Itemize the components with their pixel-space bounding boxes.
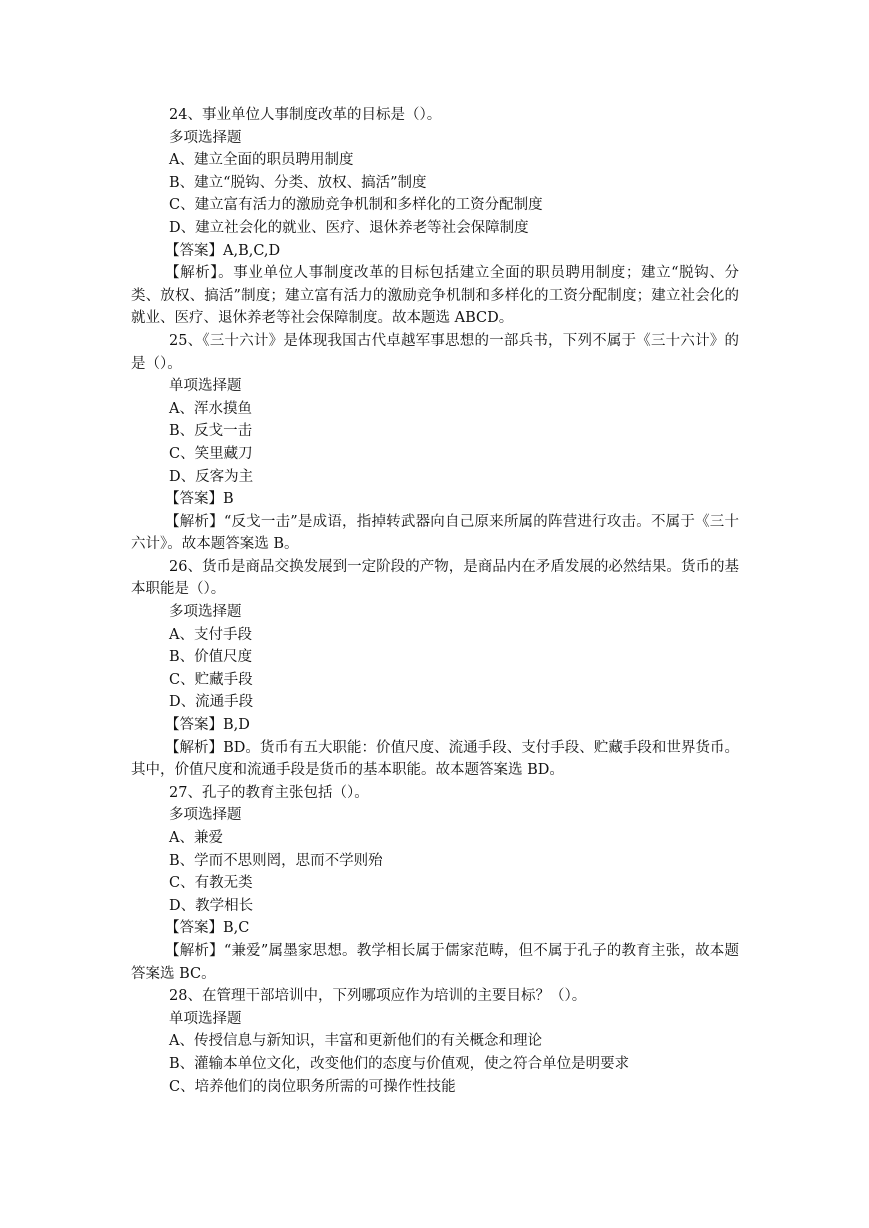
- analysis: 【解析】BD。货币有五大职能：价值尺度、流通手段、支付手段、贮藏手段和世界货币。其中，价值尺度和流通手段是货币的基本职能。故本题答案选 BD。: [131, 739, 739, 779]
- option-d: D、流通手段: [169, 694, 254, 711]
- question-type: 多项选择题: [169, 604, 242, 621]
- question-24: [131, 104, 739, 330]
- option-a: A、兼爱: [169, 830, 223, 846]
- question-27: [131, 782, 739, 985]
- analysis: 【解析】“反戈一击”是成语，指掉转武器向自己原来所属的阵营进行攻击。不属于《三十六计》。故本题答案选 B。: [131, 513, 739, 553]
- option-c: C、有教无类: [169, 875, 253, 892]
- option-c: C、笑里藏刀: [169, 445, 253, 462]
- question-type: 单项选择题: [169, 378, 242, 395]
- option-d: D、反客为主: [169, 468, 254, 485]
- option-b: B、灌输本单位文化，改变他们的态度与价值观，使之符合单位是明要求: [169, 1055, 630, 1072]
- option-d: D、建立社会化的就业、医疗、退休养老等社会保障制度: [169, 219, 529, 236]
- option-a: A、浑水摸鱼: [169, 400, 252, 417]
- option-a: A、传授信息与新知识，丰富和更新他们的有关概念和理论: [169, 1033, 542, 1050]
- option-c: C、建立富有活力的激励竞争机制和多样化的工资分配制度: [169, 197, 543, 214]
- answer: 【答案】B,D: [165, 717, 250, 734]
- option-c: C、贮藏手段: [169, 671, 253, 688]
- option-c: C、培养他们的岗位职务所需的可操作性技能: [169, 1078, 456, 1095]
- option-d: D、教学相长: [169, 897, 254, 914]
- question-title: 27、孔子的教育主张包括（）。: [169, 784, 369, 801]
- question-title: 26、货币是商品交换发展到一定阶段的产物，是商品内在矛盾发展的必然结果。货币的基本职能是（）。: [131, 558, 739, 598]
- option-b: B、学而不思则罔，思而不学则殆: [169, 852, 383, 869]
- option-b: B、价值尺度: [169, 649, 253, 666]
- question-type: 单项选择题: [169, 1010, 242, 1027]
- option-b: B、反戈一击: [169, 423, 253, 440]
- question-type: 多项选择题: [169, 129, 242, 146]
- question-25: [131, 330, 739, 556]
- document-body: [131, 104, 739, 1098]
- question-title: 25、《三十六计》是体现我国古代卓越军事思想的一部兵书，下列不属于《三十六计》的是（）。: [131, 332, 739, 372]
- question-type: 多项选择题: [169, 807, 242, 824]
- answer: 【答案】B,C: [165, 920, 250, 937]
- question-28: [131, 985, 739, 1098]
- answer: 【答案】B: [165, 491, 234, 508]
- answer: 【答案】A,B,C,D: [165, 242, 281, 259]
- option-a: A、支付手段: [169, 626, 252, 643]
- option-b: B、建立“脱钩、分类、放权、搞活”制度: [169, 174, 427, 191]
- question-title: 28、在管理干部培训中，下列哪项应作为培训的主要目标？（）。: [169, 988, 587, 1005]
- question-title: 24、事业单位人事制度改革的目标是（）。: [169, 107, 442, 123]
- analysis: 【解析】。事业单位人事制度改革的目标包括建立全面的职员聘用制度；建立“脱钩、分类、放权、搞活”制度；建立富有活力的激励竞争机制和多样化的工资分配制度；建立社会化的就业、医疗、退休养老等社会保障制度。故本题选 ABCD。: [131, 265, 739, 327]
- analysis: 【解析】“兼爱”属墨家思想。教学相长属于儒家范畴，但不属于孔子的教育主张，故本题答案选 BC。: [131, 942, 739, 982]
- option-a: A、建立全面的职员聘用制度: [169, 152, 354, 169]
- question-26: [131, 556, 739, 782]
